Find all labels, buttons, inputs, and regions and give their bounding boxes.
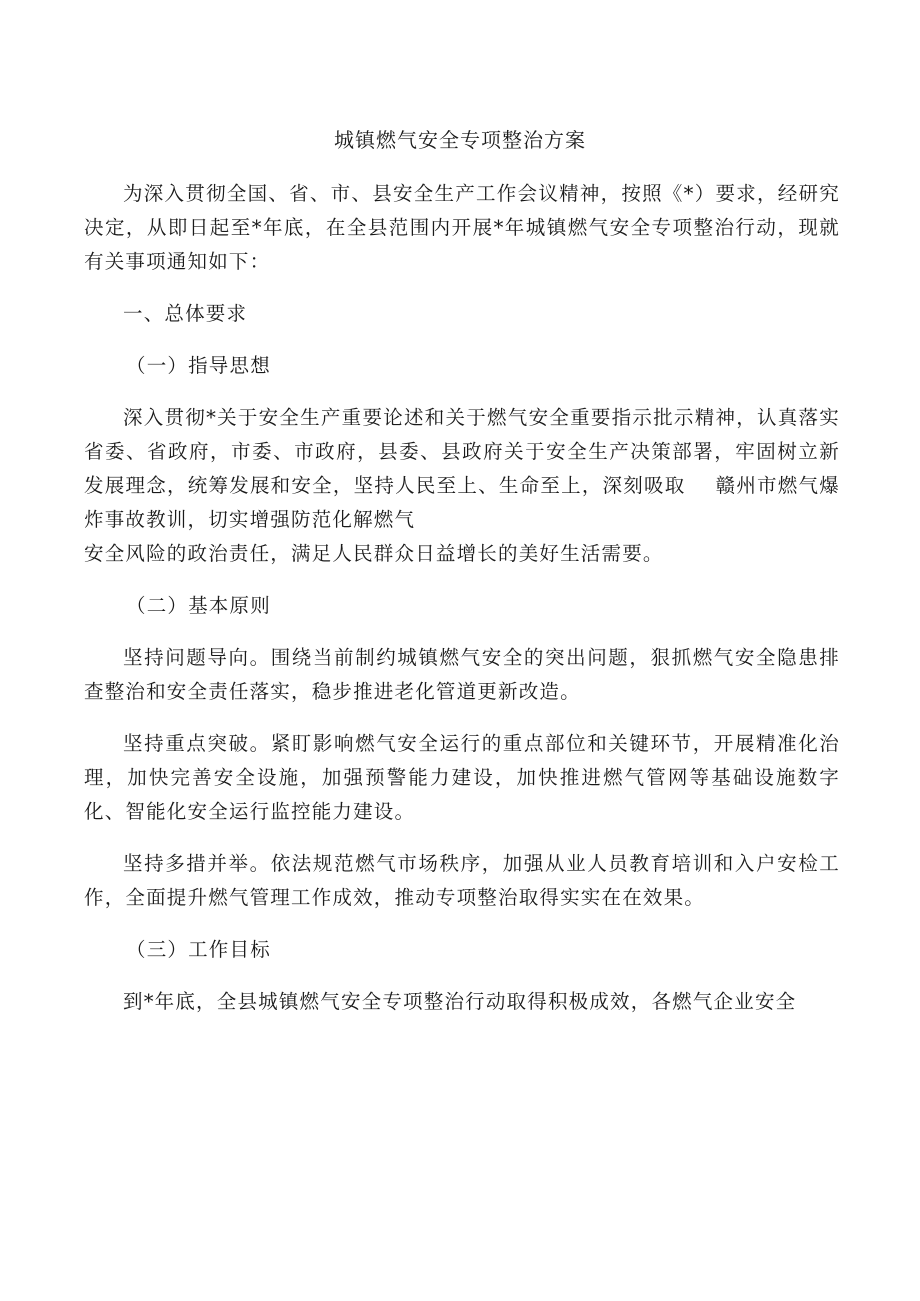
document-title: 城镇燃气安全专项整治方案 xyxy=(334,128,586,152)
document-body xyxy=(84,177,840,1037)
subsection-heading-guiding-ideology: （一）指导思想 xyxy=(126,354,271,377)
section-heading-overall-requirements: 一、总体要求 xyxy=(123,302,248,325)
guiding-ideology-paragraph xyxy=(84,401,840,537)
subsection-heading-work-goals: （三）工作目标 xyxy=(126,938,271,961)
work-goals-paragraph: 到*年底，全县城镇燃气安全专项整治行动取得积极成效，各燃气企业安全 xyxy=(123,990,797,1013)
guiding-ideology-continuation: 安全风险的政治责任，满足人民群众日益增长的美好生活需要。 xyxy=(84,542,664,565)
principle-paragraph-problem-oriented: 坚持问题导向。围绕当前制约城镇燃气安全的突出问题，狠抓燃气安全隐患排查整治和安全责任落实，稳步推进老化管道更新改造。 xyxy=(84,646,840,703)
principle-paragraph-multiple-measures: 坚持多措并举。依法规范燃气市场秩序，加强从业人员教育培训和入户安检工作，全面提升燃气管理工作成效，推动专项整治取得实实在在效果。 xyxy=(84,852,840,909)
subsection-heading-basic-principles: （二）基本原则 xyxy=(126,594,271,617)
guiding-ideology-text-part2: 赣州市燃气爆炸事故教训，切实增强防范化解燃气 xyxy=(84,474,840,531)
guiding-ideology-text-part1: 深入贯彻*关于安全生产重要论述和关于燃气安全重要指示批示精神，认真落实省委、省政府，市委、市政府，县委、县政府关于安全生产决策部署，牢固树立新发展理念，统筹发展和安全，坚持人民至上、生命至上，深刻吸取 xyxy=(84,406,840,497)
intro-paragraph: 为深入贯彻全国、省、市、县安全生产工作会议精神，按照《*）要求，经研究决定，从即日起至*年底，在全县范围内开展*年城镇燃气安全专项整治行动，现就有关事项通知如下： xyxy=(84,182,840,273)
principle-paragraph-key-breakthrough: 坚持重点突破。紧盯影响燃气安全运行的重点部位和关键环节，开展精准化治理，加快完善安全设施，加强预警能力建设，加快推进燃气管网等基础设施数字化、智能化安全运行监控能力建设。 xyxy=(84,732,840,823)
